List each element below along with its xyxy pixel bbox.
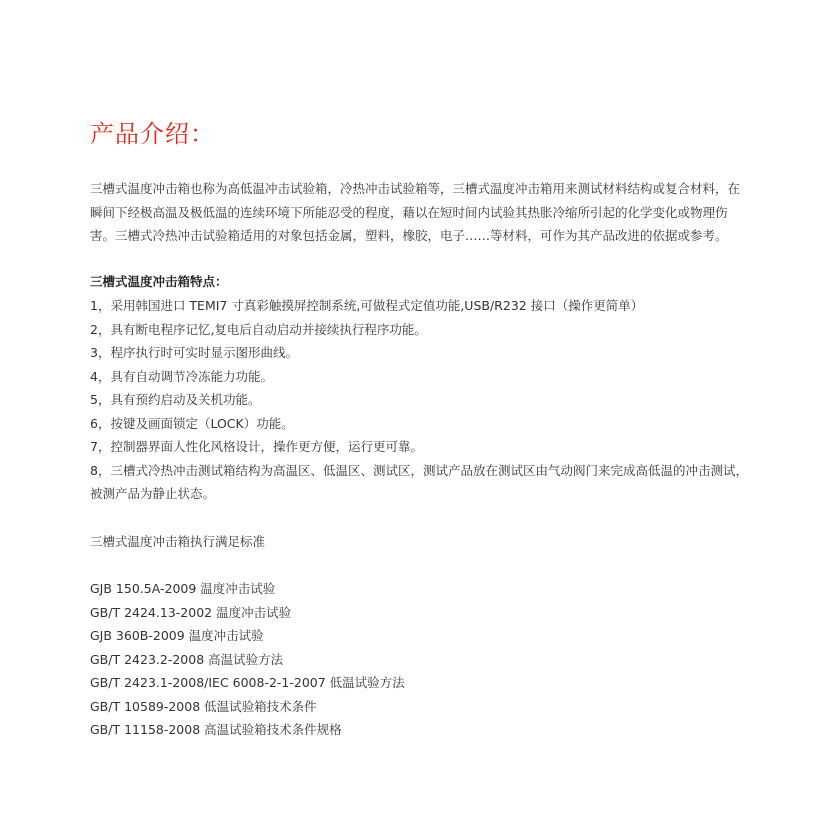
feature-item: 3，程序执行时可实时显示图形曲线。	[90, 345, 298, 360]
page-title: 产品介绍：	[90, 120, 215, 148]
feature-item: 4，具有自动调节冷冻能力功能。	[90, 368, 273, 384]
feature-item: 1，采用韩国进口 TEMI7 寸真彩触摸屏控制系统,可做程式定值功能,USB/R232 接口（操作更简单）	[90, 298, 644, 313]
feature-item: 5，具有预约启动及关机功能。	[90, 392, 261, 407]
standard-item: GB/T 11158-2008 高温试验箱技术条件规格	[90, 722, 342, 737]
features-heading: 三槽式温度冲击箱特点：	[90, 274, 228, 289]
standard-item: GJB 150.5A-2009 温度冲击试验	[90, 581, 276, 596]
standards-heading: 三槽式温度冲击箱执行满足标准	[90, 534, 266, 549]
standard-item: GB/T 2424.13-2002 温度冲击试验	[90, 604, 292, 620]
standard-item: GB/T 10589-2008 低温试验箱技术条件	[90, 698, 317, 714]
standard-item: GB/T 2423.2-2008 高温试验方法	[90, 651, 284, 667]
feature-item: 7，控制器界面人性化风格设计，操作更方便，运行更可靠。	[90, 439, 423, 454]
standards-list	[90, 577, 750, 742]
standard-item: GB/T 2423.1-2008/IEC 6008-2-1-2007 低温试验方法	[90, 675, 405, 690]
feature-item: 2，具有断电程序记忆,复电后自动启动并接续执行程序功能。	[90, 321, 427, 337]
intro-paragraph: 三槽式温度冲击箱也称为高低温冲击试验箱，冷热冲击试验箱等，三槽式温度冲击箱用来测试材料结构或复合材料，在瞬间下经极高温及极低温的连续环境下所能忍受的程度，藉以在短时间内试验其热胀冷缩所引起的化学变化或物理伤害。三槽式冷热冲击试验箱适用的对象包括金属，塑料，橡胶，电子……等材料，可作为其产品改进的依据或参考。	[90, 181, 741, 243]
standard-item: GJB 360B-2009 温度冲击试验	[90, 628, 264, 643]
feature-item: 8，三槽式冷热冲击测试箱结构为高温区、低温区、测试区，测试产品放在测试区由气动阀门来完成高低温的冲击测试，被测产品为静止状态。	[90, 462, 748, 501]
feature-item: 6，按键及画面锁定（LOCK）功能。	[90, 415, 294, 431]
features-list	[90, 294, 750, 506]
